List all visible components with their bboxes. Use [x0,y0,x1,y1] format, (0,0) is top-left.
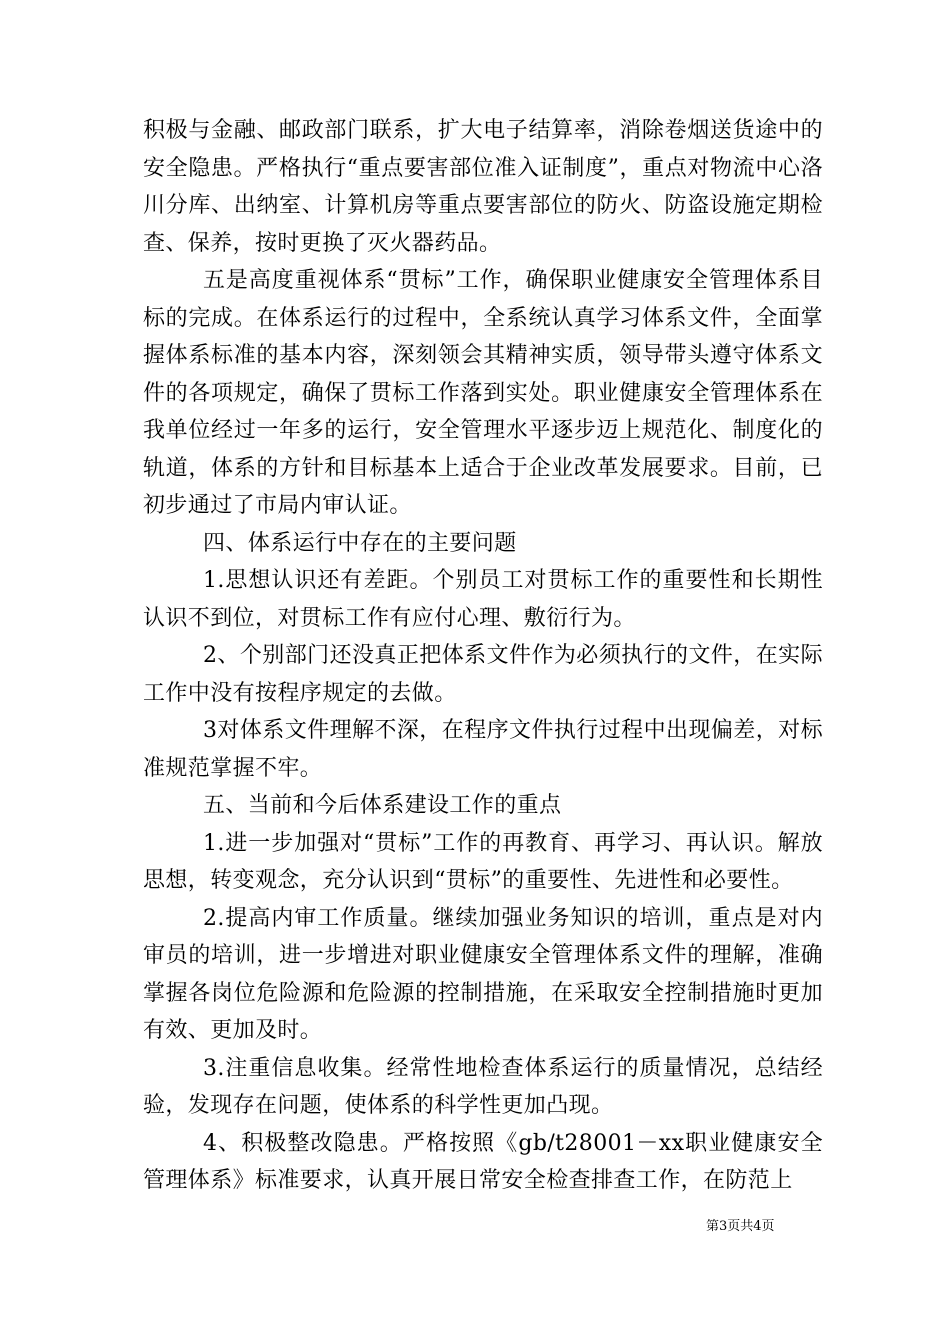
paragraph-problem-1: 1.思想认识还有差距。个别员工对贯标工作的重要性和长期性认识不到位，对贯标工作有应付心理、敷衍行为。 [143,568,823,631]
paragraph-item-five-certification: 五是高度重视体系“贯标”工作，确保职业健康安全管理体系目标的完成。在体系运行的过程中，全系统认真学习体系文件，全面掌握体系标准的基本内容，深刻领会其精神实质，领导带头遵守体系文件的各项规定，确保了贯标工作落到实处。职业健康安全管理体系在我单位经过一年多的运行，安全管理水平逐步迈上规范化、制度化的轨道，体系的方针和目标基本上适合于企业改革发展要求。目前，已初步通过了市局内审认证。 [143,268,823,518]
page-number-footer: 第3页共4页 [706,1219,775,1234]
paragraph-focus-2: 2.提高内审工作质量。继续加强业务知识的培训，重点是对内审员的培训，进一步增进对职业健康安全管理体系文件的理解，准确掌握各岗位危险源和危险源的控制措施，在采取安全控制措施时更加有效、更加及时。 [143,905,823,1043]
paragraph-continued-safety-measures: 积极与金融、邮政部门联系，扩大电子结算率，消除卷烟送货途中的安全隐患。严格执行“重点要害部位准入证制度”，重点对物流中心洛川分库、出纳室、计算机房等重点要害部位的防火、防盗设施定期检查、保养，按时更换了灭火器药品。 [143,118,823,256]
paragraph-focus-4: 4、积极整改隐患。严格按照《gb/t28001－xx职业健康安全管理体系》标准要求，认真开展日常安全检查排查工作，在防范上 [143,1130,823,1193]
paragraph-problem-2: 2、个别部门还没真正把体系文件作为必须执行的文件，在实际工作中没有按程序规定的去做。 [143,643,823,706]
section-heading-five: 五、当前和今后体系建设工作的重点 [203,793,562,818]
paragraph-focus-3: 3.注重信息收集。经常性地检查体系运行的质量情况，总结经验，发现存在问题，使体系的科学性更加凸现。 [143,1055,823,1118]
document-body [143,112,823,1200]
paragraph-focus-1: 1.进一步加强对“贯标”工作的再教育、再学习、再认识。解放思想，转变观念，充分认识到“贯标”的重要性、先进性和必要性。 [143,830,823,893]
section-heading-four: 四、体系运行中存在的主要问题 [203,530,517,556]
paragraph-problem-3: 3对体系文件理解不深，在程序文件执行过程中出现偏差，对标准规范掌握不牢。 [143,718,823,781]
